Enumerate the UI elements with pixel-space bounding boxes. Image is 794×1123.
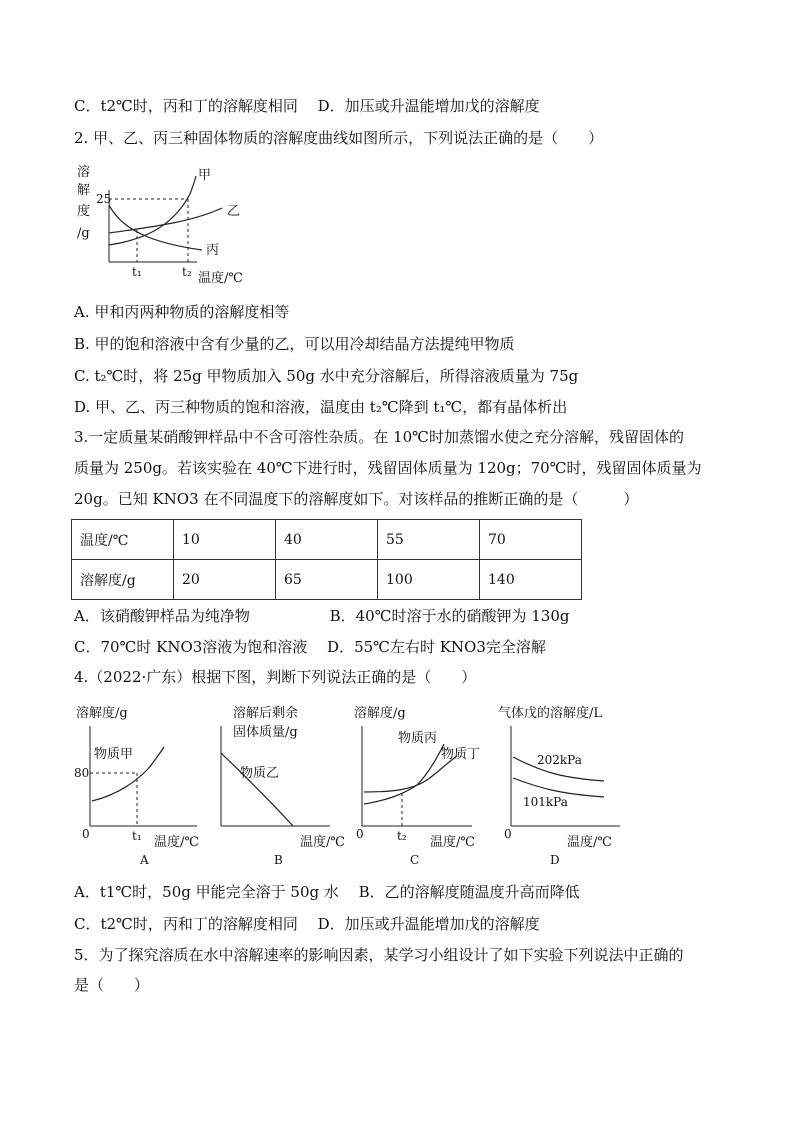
q4-b-ylabel-line-2: 固体质量/g <box>233 725 298 740</box>
q4-a-ylabel: 溶解度/g <box>76 706 128 721</box>
q3-solubility-table <box>71 519 582 600</box>
q4-options-line-2: C．t2℃时，丙和丁的溶解度相同 D．加压或升温能增加戊的溶解度 <box>74 915 540 933</box>
table-cell: 140 <box>480 560 582 600</box>
q2-ylabel-char: 度 <box>77 204 91 219</box>
q4-b-caption: B <box>274 853 283 867</box>
q2-curve-jia <box>109 176 196 245</box>
table-cell: 55 <box>378 520 480 560</box>
q4-b-ylabel-line-1: 溶解后剩余 <box>233 706 299 721</box>
q2-ylabel-char: 解 <box>77 183 91 198</box>
q3-stem-line-3: 20g。已知 KNO3 在不同温度下的溶解度如下。对该样品的推断正确的是（ ） <box>74 490 639 508</box>
q2-x-tick-t1: t₁ <box>132 265 142 279</box>
table-cell: 40 <box>276 520 378 560</box>
q3-options-line-2: C．70℃时 KNO3溶液为饱和溶液 D．55℃左右时 KNO3完全溶解 <box>74 638 546 656</box>
table-cell: 10 <box>174 520 276 560</box>
q4-c-ylabel: 溶解度/g <box>354 706 406 721</box>
q4-a-y-tick-80: 80 <box>74 766 90 780</box>
q4-c-x-tick-t2: t₂ <box>397 829 407 843</box>
q3-stem-line-1: 3.一定质量某硝酸钾样品中不含可溶性杂质。在 10℃时加蒸馏水使之充分溶解，残留固体的 <box>74 428 684 446</box>
q4-a-x-tick-t1: t₁ <box>132 829 142 843</box>
q4-c-xlabel: 温度/℃ <box>430 835 475 850</box>
q4-d-ylabel: 气体戊的溶解度/L <box>498 706 603 721</box>
q2-stem: 2. 甲、乙、丙三种固体物质的溶解度曲线如图所示，下列说法正确的是（ ） <box>74 129 604 147</box>
q3-stem-line-2: 质量为 250g。若该实验在 40℃下进行时，残留固体质量为 120g；70℃时，残留固体质量为 <box>74 459 702 477</box>
table-row <box>72 520 582 560</box>
q4-d-caption: D <box>550 853 560 867</box>
q4-d-curve-1-label: 202kPa <box>537 753 582 767</box>
q2-option-a: A. 甲和丙两种物质的溶解度相等 <box>74 303 290 321</box>
q4-panel-c <box>354 705 480 867</box>
q2-solubility-chart <box>72 160 272 290</box>
q5-stem-line-2: 是（ ） <box>74 976 150 994</box>
q4-options-line-1: A．t1℃时，50g 甲能完全溶于 50g 水 B．乙的溶解度随温度升高而降低 <box>74 883 580 901</box>
q4-b-curve-yi <box>221 753 293 826</box>
q2-option-b: B. 甲的饱和溶液中含有少量的乙，可以用冷却结晶方法提纯甲物质 <box>74 335 515 353</box>
table-cell: 65 <box>276 560 378 600</box>
q3-options-line-1: A．该硝酸钾样品为纯净物 B．40℃时溶于水的硝酸钾为 130g <box>74 607 570 625</box>
q2-x-tick-t2: t₂ <box>182 265 192 279</box>
q4-a-xlabel: 温度/℃ <box>154 835 199 850</box>
q4-c-caption: C <box>410 853 420 867</box>
q2-y-tick-25: 25 <box>96 192 112 206</box>
q4-d-curve-2-label: 101kPa <box>523 795 568 809</box>
table-row <box>72 560 582 600</box>
q2-label-yi: 乙 <box>227 204 241 219</box>
table-cell: 70 <box>480 520 582 560</box>
q2-label-jia: 甲 <box>198 168 212 183</box>
q4-a-curve-label: 物质甲 <box>94 747 134 762</box>
q4-c-origin: 0 <box>356 827 364 841</box>
table-cell: 20 <box>174 560 276 600</box>
q5-stem-line-1: 5．为了探究溶质在水中溶解速率的影响因素，某学习小组设计了如下实验下列说法中正确的 <box>74 946 684 964</box>
q4-stem: 4.（2022·广东）根据下图，判断下列说法正确的是（ ） <box>74 668 477 686</box>
table-cell: 溶解度/g <box>72 560 174 600</box>
q4-figure-panels <box>72 700 632 870</box>
q2-option-c: C. t₂℃时，将 25g 甲物质加入 50g 水中充分溶解后，所得溶液质量为 75g <box>74 367 579 385</box>
q4-c-curve-1-label: 物质丙 <box>398 731 438 746</box>
q2-ylabel-char: /g <box>77 226 90 241</box>
table-cell: 100 <box>378 560 480 600</box>
q4-c-curve-2-label: 物质丁 <box>441 747 481 762</box>
q2-ylabel-char: 溶 <box>77 165 91 180</box>
q4-panel-b <box>221 705 345 867</box>
table-cell: 温度/℃ <box>72 520 174 560</box>
q2-curve-yi <box>109 208 222 233</box>
previous-question-option-line: C．t2℃时，丙和丁的溶解度相同 D．加压或升温能增加戊的溶解度 <box>74 97 540 115</box>
q2-xlabel: 温度/℃ <box>198 271 243 286</box>
q4-c-curve-bing <box>364 744 444 804</box>
q4-d-origin: 0 <box>504 827 512 841</box>
q4-a-origin: 0 <box>82 827 90 841</box>
q2-label-bing: 丙 <box>206 243 220 258</box>
q2-option-d: D. 甲、乙、丙三种物质的饱和溶液，温度由 t₂℃降到 t₁℃，都有晶体析出 <box>74 398 568 416</box>
q4-b-xlabel: 温度/℃ <box>300 835 345 850</box>
q4-d-xlabel: 温度/℃ <box>567 835 612 850</box>
q4-b-curve-label: 物质乙 <box>240 766 280 781</box>
q4-panel-a <box>74 705 199 867</box>
q4-a-caption: A <box>140 853 149 867</box>
q4-panel-d <box>498 705 620 867</box>
